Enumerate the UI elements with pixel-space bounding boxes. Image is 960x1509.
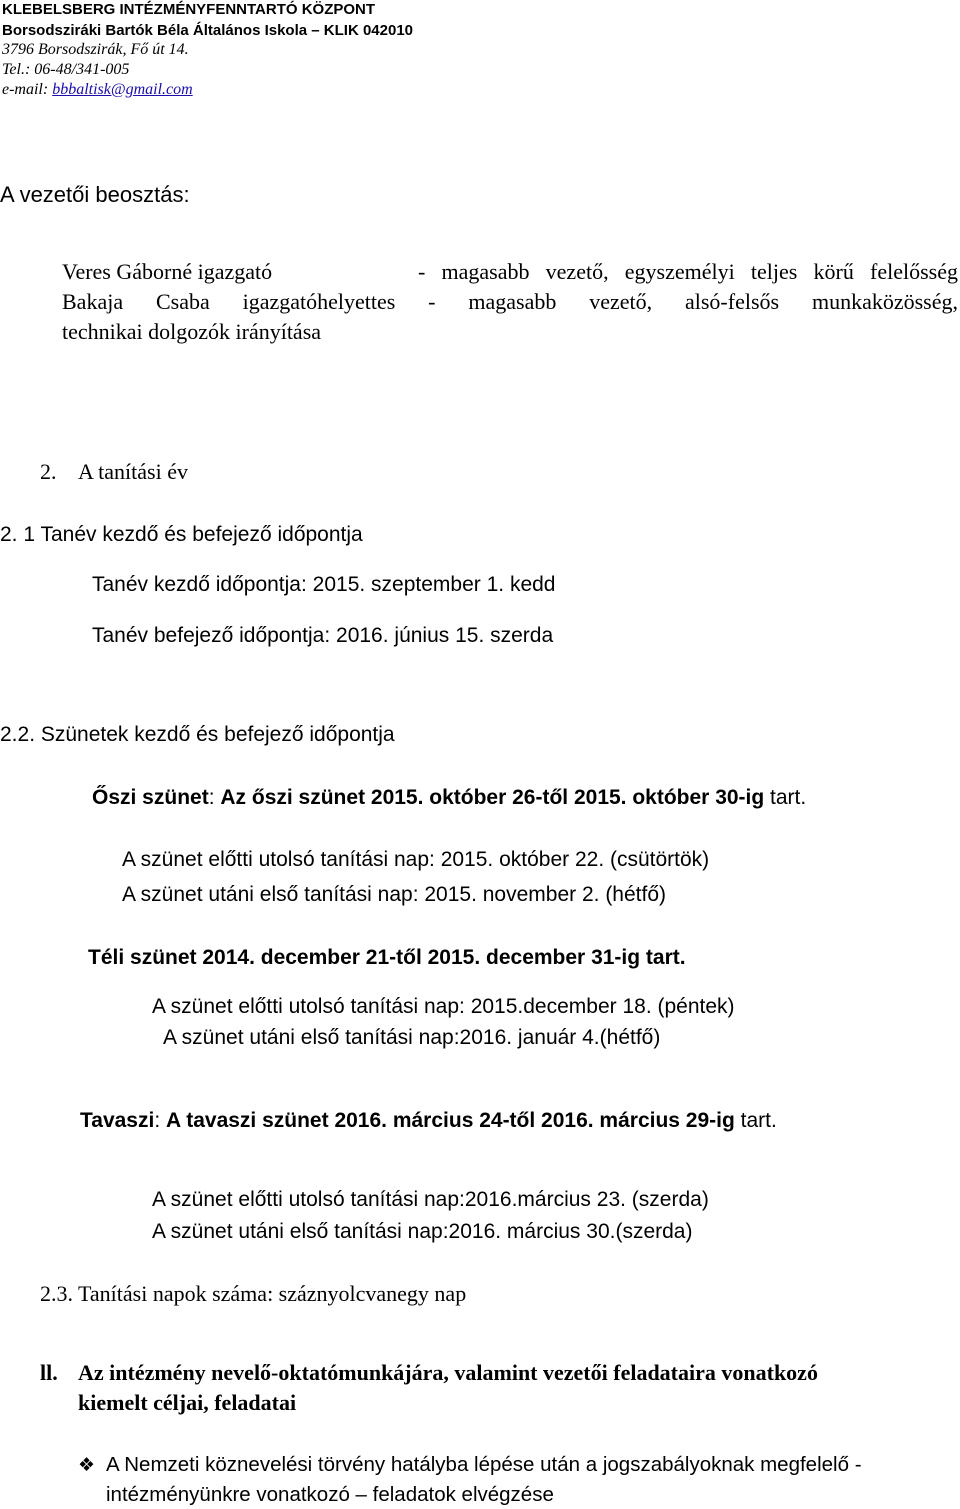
leader-1-role: - magasabb vezető, egyszemélyi teljes körű felelősség [418, 259, 958, 284]
school-email-line [2, 80, 193, 100]
autumn-first-day: A szünet utáni első tanítási nap: 2015. november 2. (hétfő) [122, 883, 667, 906]
school-year-start: Tanév kezdő időpontja: 2015. szeptember 1. kedd [92, 573, 556, 596]
teaching-days-count: Tanítási napok száma: száznyolcvanegy nap [78, 1281, 467, 1306]
section-2-1-heading: 2. 1 Tanév kezdő és befejező időpontja [0, 523, 363, 546]
leader-2-line: Bakaja Csaba igazgatóhelyettes - magasabb vezető, alsó-felsős munkaközösség, [62, 289, 958, 314]
school-phone: Tel.: 06-48/341-005 [2, 61, 130, 78]
section-2-number: 2. [40, 459, 57, 484]
spring-first-day: A szünet utáni első tanítási nap:2016. március 30.(szerda) [152, 1220, 693, 1243]
winter-first-day: A szünet utáni első tanítási nap:2016. január 4.(hétfő) [163, 1026, 661, 1049]
org-name: KLEBELSBERG INTÉZMÉNYFENNTARTÓ KÖZPONT [2, 1, 376, 18]
section-ii-number: ll. [40, 1360, 58, 1385]
email-label: e-mail: [2, 81, 53, 98]
section-2-2-heading: 2.2. Szünetek kezdő és befejező időpontja [0, 723, 395, 746]
bullet-1-line-1: A Nemzeti köznevelési törvény hatályba lépése után a jogszabályoknak megfelelő - [106, 1453, 862, 1476]
leadership-heading: A vezetői beosztás: [0, 182, 190, 207]
spring-break-line [80, 1107, 777, 1135]
autumn-break-tail: tart. [764, 786, 807, 809]
spring-break-label: Tavaszi [80, 1109, 155, 1132]
bullet-1-line-2: intézményünkre vonatkozó – feladatok elvégzése [106, 1483, 554, 1506]
autumn-break-label: Őszi szünet [92, 786, 209, 809]
autumn-break-sep: : [208, 786, 221, 809]
spring-break-tail: tart. [734, 1109, 777, 1132]
section-ii-title-line-1: Az intézmény nevelő-oktatómunkájára, valamint vezetői feladataira vonatkozó [78, 1360, 818, 1385]
four-diamond-bullet-icon [78, 1452, 95, 1478]
section-2-title: A tanítási év [78, 459, 188, 484]
spring-last-day: A szünet előtti utolsó tanítási nap:2016.március 23. (szerda) [152, 1188, 709, 1211]
school-year-end: Tanév befejező időpontja: 2016. június 15. szerda [92, 624, 554, 647]
school-address: 3796 Borsodszirák, Fő út 14. [2, 41, 189, 58]
winter-break-line: Téli szünet 2014. december 21-től 2015. december 31-ig tart. [88, 946, 686, 969]
autumn-break-range: Az őszi szünet 2015. október 26-től 2015. október 30-ig [220, 786, 765, 809]
section-2-3-number: 2.3. [40, 1281, 73, 1306]
section-ii-title-line-2: kiemelt céljai, feladatai [78, 1390, 297, 1415]
autumn-break-line [92, 784, 806, 812]
winter-last-day: A szünet előtti utolsó tanítási nap: 2015.december 18. (péntek) [152, 995, 735, 1018]
autumn-last-day: A szünet előtti utolsó tanítási nap: 2015. október 22. (csütörtök) [122, 848, 710, 871]
leader-2-continuation: technikai dolgozók irányítása [62, 319, 322, 344]
spring-break-range: A tavaszi szünet 2016. március 24-től 2016. március 29-ig [166, 1109, 735, 1132]
leader-1-name: Veres Gáborné igazgató [62, 259, 273, 284]
email-link[interactable]: bbbaltisk@gmail.com [52, 81, 193, 98]
spring-break-sep: : [154, 1109, 166, 1132]
school-name: Borsodsziráki Bartók Béla Általános Iskola – KLIK 042010 [2, 22, 413, 39]
